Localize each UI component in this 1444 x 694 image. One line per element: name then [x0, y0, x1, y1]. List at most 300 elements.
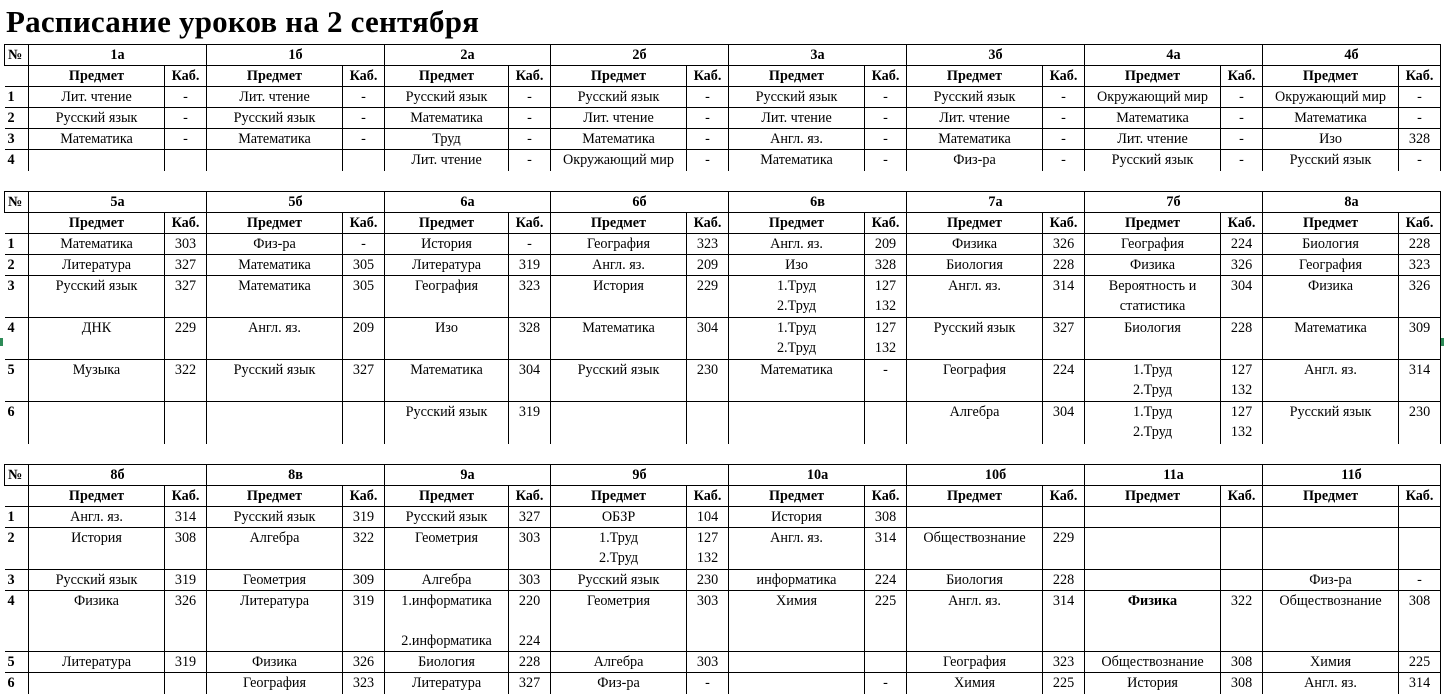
room-column-header: Каб. — [343, 486, 385, 507]
room-cell: - — [165, 108, 207, 129]
subject-cell: История — [1127, 675, 1178, 691]
room-cell: 319 — [509, 255, 551, 276]
room-cell: - — [865, 87, 907, 108]
subject-cell: Математика — [729, 360, 865, 402]
room-cell: 230 — [1399, 402, 1441, 444]
subject-cell: Русский язык — [405, 404, 488, 420]
lesson-row — [5, 673, 1441, 694]
subject-cell: История — [551, 276, 687, 318]
subject-column-header: Предмет — [729, 486, 865, 507]
subject-cell: Физ-ра — [207, 234, 343, 255]
room-cell — [343, 150, 385, 171]
subject-cell — [729, 652, 865, 673]
number-column-header: № — [5, 45, 29, 66]
class-name-header: 5б — [207, 192, 385, 213]
subject-cell: Русский язык — [29, 276, 165, 318]
subject-cell: Математика — [207, 129, 343, 150]
subject-cell: Математика — [1085, 108, 1221, 129]
subject-cell: География — [1085, 234, 1221, 255]
column-subheader-row — [5, 213, 1441, 234]
room-cell: 319 — [509, 402, 551, 444]
lesson-row — [5, 402, 1441, 444]
subject-cell: 1.Труд 2.Труд — [729, 276, 865, 318]
room-cell: - — [1221, 150, 1263, 171]
subject-cell: Физика — [1085, 591, 1221, 652]
room-cell: 322 — [343, 528, 385, 570]
room-column-header: Каб. — [865, 486, 907, 507]
room-column-header: Каб. — [687, 66, 729, 87]
room-cell: 209 — [865, 234, 907, 255]
room-cell: - — [687, 129, 729, 150]
room-cell — [165, 402, 207, 444]
room-column-header: Каб. — [687, 213, 729, 234]
subject-column-header: Предмет — [1263, 66, 1399, 87]
room-cell: - — [1043, 129, 1085, 150]
subject-column-header: Предмет — [207, 486, 343, 507]
lesson-number: 4 — [5, 318, 29, 360]
subject-cell: География — [907, 360, 1043, 402]
subject-cell: Русский язык — [385, 507, 509, 528]
room-column-header: Каб. — [509, 486, 551, 507]
number-column-header: № — [5, 192, 29, 213]
lesson-number: 6 — [5, 402, 29, 444]
room-cell: 319 — [343, 591, 385, 652]
room-cell: 308 — [1221, 652, 1263, 673]
subject-column-header: Предмет — [1085, 213, 1221, 234]
subject-cell: Математика — [29, 234, 165, 255]
class-header-row — [5, 192, 1441, 213]
room-cell: - — [687, 87, 729, 108]
room-cell: 228 — [1399, 234, 1441, 255]
class-name-header: 1б — [207, 45, 385, 66]
class-name-header: 2б — [551, 45, 729, 66]
subject-cell: Геометрия — [207, 570, 343, 591]
room-cell: 209 — [687, 255, 729, 276]
subject-cell: Обществознание — [1263, 591, 1399, 652]
lesson-number: 3 — [5, 570, 29, 591]
subject-cell: Русский язык — [551, 360, 687, 402]
subject-column-header: Предмет — [729, 213, 865, 234]
class-name-header: 3б — [907, 45, 1085, 66]
subject-cell: Химия — [729, 591, 865, 652]
room-cell: 220 224 — [509, 591, 551, 652]
room-cell: 104 — [687, 507, 729, 528]
room-cell: 305 — [343, 276, 385, 318]
subject-cell: Математика — [385, 108, 509, 129]
room-column-header: Каб. — [165, 213, 207, 234]
lesson-number: 6 — [5, 673, 29, 694]
room-cell: - — [1221, 129, 1263, 150]
room-cell: 127 132 — [1221, 360, 1263, 402]
room-cell — [1399, 507, 1441, 528]
subject-column-header: Предмет — [907, 486, 1043, 507]
class-name-header: 11б — [1263, 465, 1441, 486]
subject-cell: Англ. яз. — [907, 276, 1043, 318]
subject-cell — [29, 402, 165, 444]
room-cell: 228 — [509, 652, 551, 673]
lesson-row — [5, 528, 1441, 570]
subject-cell — [729, 673, 865, 694]
room-cell: 229 — [165, 318, 207, 360]
lesson-row — [5, 234, 1441, 255]
room-cell: 326 — [343, 652, 385, 673]
room-cell: - — [865, 150, 907, 171]
lesson-number: 1 — [5, 87, 29, 108]
lesson-row — [5, 87, 1441, 108]
subject-cell: Русский язык — [551, 570, 687, 591]
subject-cell: Музыка — [29, 360, 165, 402]
room-cell: 323 — [1399, 255, 1441, 276]
subject-cell: География — [1263, 255, 1399, 276]
subject-cell: Русский язык — [729, 87, 865, 108]
subject-cell: ДНК — [29, 318, 165, 360]
subject-cell: Литература — [29, 652, 165, 673]
room-cell: 127 132 — [687, 528, 729, 570]
room-cell: 303 — [687, 652, 729, 673]
lesson-number: 1 — [5, 234, 29, 255]
room-cell: 304 — [509, 360, 551, 402]
class-name-header: 2а — [385, 45, 551, 66]
room-cell: - — [1221, 87, 1263, 108]
room-cell: 314 — [165, 507, 207, 528]
subject-cell: Геометрия — [385, 528, 509, 570]
room-column-header: Каб. — [165, 66, 207, 87]
subject-cell: Геометрия — [551, 591, 687, 652]
room-cell: 327 — [165, 276, 207, 318]
room-cell: 127 132 — [865, 318, 907, 360]
room-cell: 308 — [165, 528, 207, 570]
subject-cell: Химия — [1263, 652, 1399, 673]
subject-column-header: Предмет — [207, 213, 343, 234]
subject-cell: Математика — [907, 129, 1043, 150]
subject-cell: Русский язык — [207, 507, 343, 528]
room-cell: 308 — [1221, 673, 1263, 694]
subject-cell: Англ. яз. — [729, 129, 865, 150]
class-name-header: 7а — [907, 192, 1085, 213]
subject-column-header: Предмет — [551, 486, 687, 507]
column-subheader-row — [5, 486, 1441, 507]
subject-cell: Изо — [385, 318, 509, 360]
subject-column-header: Предмет — [551, 66, 687, 87]
room-cell: - — [1043, 87, 1085, 108]
subject-cell: Алгебра — [207, 528, 343, 570]
room-cell: 326 — [165, 591, 207, 652]
room-column-header: Каб. — [687, 486, 729, 507]
room-cell — [865, 652, 907, 673]
class-name-header: 11а — [1085, 465, 1263, 486]
subject-cell: Окружающий мир — [563, 152, 674, 168]
class-name-header: 10а — [729, 465, 907, 486]
room-column-header: Каб. — [343, 213, 385, 234]
subject-cell: Физика — [1085, 255, 1221, 276]
room-cell: 328 — [865, 255, 907, 276]
lesson-number: 2 — [5, 528, 29, 570]
subject-cell: Физ-ра — [597, 675, 640, 691]
subject-cell: Физика — [907, 234, 1043, 255]
lesson-row — [5, 276, 1441, 318]
cell-cursor-marker-left — [0, 338, 3, 346]
subject-cell — [1263, 528, 1399, 570]
room-cell: 319 — [165, 652, 207, 673]
subject-cell: Физика — [207, 652, 343, 673]
subject-cell: Обществознание — [1085, 652, 1221, 673]
class-name-header: 6в — [729, 192, 907, 213]
subject-cell: Биология — [385, 652, 509, 673]
subject-cell: Англ. яз. — [907, 591, 1043, 652]
class-name-header: 7б — [1085, 192, 1263, 213]
room-cell: 326 — [1399, 276, 1441, 318]
room-cell: 224 — [1221, 234, 1263, 255]
room-cell: - — [1399, 108, 1441, 129]
room-cell: 127 132 — [865, 276, 907, 318]
class-header-row — [5, 45, 1441, 66]
subject-cell: Математика — [385, 360, 509, 402]
room-cell: 225 — [1399, 652, 1441, 673]
subject-cell: Англ. яз. — [1263, 360, 1399, 402]
room-cell: 127 132 — [1221, 402, 1263, 444]
room-cell: - — [1043, 108, 1085, 129]
subject-cell: Биология — [907, 255, 1043, 276]
subject-cell: Русский язык — [1111, 152, 1194, 168]
room-cell: 230 — [687, 570, 729, 591]
subject-cell — [207, 402, 343, 444]
room-cell: - — [865, 360, 907, 402]
room-cell: 308 — [865, 507, 907, 528]
lesson-number: 5 — [5, 360, 29, 402]
room-column-header: Каб. — [509, 213, 551, 234]
room-cell: 314 — [1399, 360, 1441, 402]
subject-cell: Алгебра — [385, 570, 509, 591]
lesson-number: 1 — [5, 507, 29, 528]
room-cell: 309 — [343, 570, 385, 591]
room-cell: 323 — [343, 673, 385, 694]
class-name-header: 9б — [551, 465, 729, 486]
subheader-number-cell — [5, 213, 29, 234]
subject-cell: Окружающий мир — [1085, 87, 1221, 108]
subject-cell: Литература — [29, 255, 165, 276]
room-cell: 327 — [509, 673, 551, 694]
subject-cell: Лит. чтение — [207, 87, 343, 108]
subject-cell: Русский язык — [29, 108, 165, 129]
class-name-header: 3а — [729, 45, 907, 66]
subject-cell: Биология — [907, 570, 1043, 591]
lesson-number: 3 — [5, 276, 29, 318]
subject-column-header: Предмет — [385, 66, 509, 87]
room-cell: 314 — [1043, 591, 1085, 652]
subject-cell: Физика — [29, 591, 165, 652]
room-column-header: Каб. — [1221, 486, 1263, 507]
room-cell — [165, 673, 207, 694]
room-cell: - — [865, 129, 907, 150]
class-name-header: 4а — [1085, 45, 1263, 66]
lesson-number: 2 — [5, 108, 29, 129]
room-column-header: Каб. — [343, 66, 385, 87]
subject-column-header: Предмет — [1085, 486, 1221, 507]
subject-cell: Литература — [385, 255, 509, 276]
lesson-number: 3 — [5, 129, 29, 150]
subject-cell: Лит. чтение — [411, 152, 482, 168]
room-cell: 228 — [1043, 570, 1085, 591]
subject-cell: География — [385, 276, 509, 318]
subject-cell: информатика — [729, 570, 865, 591]
room-cell: - — [509, 150, 551, 171]
room-cell: - — [1399, 87, 1441, 108]
subject-cell: Русский язык — [1289, 152, 1372, 168]
number-column-header: № — [5, 465, 29, 486]
lesson-number: 4 — [5, 591, 29, 652]
room-cell: - — [343, 108, 385, 129]
lesson-row — [5, 150, 1441, 171]
subject-cell: Алгебра — [551, 652, 687, 673]
room-column-header: Каб. — [1043, 486, 1085, 507]
class-name-header: 1а — [29, 45, 207, 66]
subject-cell: Англ. яз. — [207, 318, 343, 360]
subject-cell — [207, 150, 343, 171]
room-column-header: Каб. — [1221, 213, 1263, 234]
room-column-header: Каб. — [865, 213, 907, 234]
room-cell: 308 — [1399, 591, 1441, 652]
room-cell: 327 — [165, 255, 207, 276]
lesson-number: 5 — [5, 652, 29, 673]
schedule-table-grades-8-11 — [4, 464, 1441, 694]
room-column-header: Каб. — [1399, 213, 1441, 234]
subject-column-header: Предмет — [907, 66, 1043, 87]
subject-cell: Химия — [954, 675, 995, 691]
room-cell: 229 — [1043, 528, 1085, 570]
room-cell — [1221, 528, 1263, 570]
class-header-row — [5, 465, 1441, 486]
class-name-header: 10б — [907, 465, 1085, 486]
room-cell: 304 — [687, 318, 729, 360]
room-cell: - — [165, 87, 207, 108]
room-cell: 303 — [509, 528, 551, 570]
subject-column-header: Предмет — [385, 213, 509, 234]
room-cell: 314 — [865, 528, 907, 570]
subject-cell: Англ. яз. — [1304, 675, 1357, 691]
subject-cell — [551, 402, 687, 444]
room-cell — [865, 402, 907, 444]
room-column-header: Каб. — [1399, 66, 1441, 87]
subject-cell: Математика — [760, 152, 833, 168]
room-cell: - — [509, 129, 551, 150]
room-cell: - — [343, 129, 385, 150]
class-name-header: 4б — [1263, 45, 1441, 66]
subject-cell: Математика — [551, 318, 687, 360]
subject-cell: Математика — [207, 255, 343, 276]
subject-cell: Математика — [1263, 318, 1399, 360]
lesson-row — [5, 591, 1441, 652]
room-cell: 303 — [509, 570, 551, 591]
room-cell: 326 — [1043, 234, 1085, 255]
subject-column-header: Предмет — [729, 66, 865, 87]
lesson-row — [5, 652, 1441, 673]
subject-column-header: Предмет — [29, 486, 165, 507]
class-name-header: 6а — [385, 192, 551, 213]
room-cell: - — [509, 87, 551, 108]
lesson-row — [5, 507, 1441, 528]
room-cell: 303 — [687, 591, 729, 652]
room-cell: 323 — [509, 276, 551, 318]
subject-cell — [1263, 507, 1399, 528]
room-cell: 328 — [509, 318, 551, 360]
subject-cell: Англ. яз. — [729, 528, 865, 570]
lesson-row — [5, 570, 1441, 591]
class-name-header: 8в — [207, 465, 385, 486]
subject-cell: Биология — [1263, 234, 1399, 255]
subject-column-header: Предмет — [207, 66, 343, 87]
room-cell — [1399, 528, 1441, 570]
room-cell: 327 — [509, 507, 551, 528]
room-cell: - — [1221, 108, 1263, 129]
lesson-number: 2 — [5, 255, 29, 276]
subject-cell: История — [385, 234, 509, 255]
room-cell: - — [1043, 150, 1085, 171]
lesson-row — [5, 360, 1441, 402]
room-cell — [1221, 570, 1263, 591]
subject-cell: Англ. яз. — [29, 507, 165, 528]
subject-cell — [1085, 507, 1221, 528]
subject-cell: География — [242, 675, 307, 691]
subject-cell: Лит. чтение — [729, 108, 865, 129]
subject-cell: Физика — [1263, 276, 1399, 318]
subject-cell: Обществознание — [907, 528, 1043, 570]
subheader-number-cell — [5, 486, 29, 507]
room-cell: 225 — [865, 591, 907, 652]
room-cell: 319 — [343, 507, 385, 528]
class-name-header: 5а — [29, 192, 207, 213]
room-cell — [1221, 507, 1263, 528]
room-cell: 322 — [1221, 591, 1263, 652]
subject-cell: Литература — [207, 591, 343, 652]
subheader-number-cell — [5, 66, 29, 87]
subject-cell: Русский язык — [207, 360, 343, 402]
subject-cell: Труд — [385, 129, 509, 150]
subject-cell: Лит. чтение — [551, 108, 687, 129]
subject-cell: Русский язык — [29, 570, 165, 591]
subject-cell — [29, 673, 165, 694]
room-cell: 314 — [1043, 276, 1085, 318]
subject-cell: Математика — [29, 129, 165, 150]
subject-cell: Русский язык — [551, 87, 687, 108]
room-cell: - — [343, 87, 385, 108]
room-cell: - — [865, 673, 907, 694]
subject-cell: Вероятность и статистика — [1085, 276, 1221, 318]
room-column-header: Каб. — [1043, 213, 1085, 234]
room-cell: 224 — [865, 570, 907, 591]
subject-cell: Изо — [729, 255, 865, 276]
subject-column-header: Предмет — [1085, 66, 1221, 87]
schedule-table-grades-1-4 — [4, 44, 1441, 171]
subject-column-header: Предмет — [385, 486, 509, 507]
room-cell — [343, 402, 385, 444]
subject-cell — [907, 507, 1043, 528]
subject-cell — [29, 150, 165, 171]
subject-cell: Лит. чтение — [1085, 129, 1221, 150]
lesson-row — [5, 108, 1441, 129]
room-cell: - — [687, 150, 729, 171]
class-name-header: 6б — [551, 192, 729, 213]
room-cell: 228 — [1221, 318, 1263, 360]
subject-cell: Математика — [207, 276, 343, 318]
class-name-header: 9а — [385, 465, 551, 486]
subject-cell: Математика — [1263, 108, 1399, 129]
room-cell: - — [687, 673, 729, 694]
subject-cell: 1.Труд 2.Труд — [1085, 360, 1221, 402]
subject-cell: Физ-ра — [953, 152, 996, 168]
room-cell: 323 — [1043, 652, 1085, 673]
room-cell: 305 — [343, 255, 385, 276]
room-cell: 322 — [165, 360, 207, 402]
